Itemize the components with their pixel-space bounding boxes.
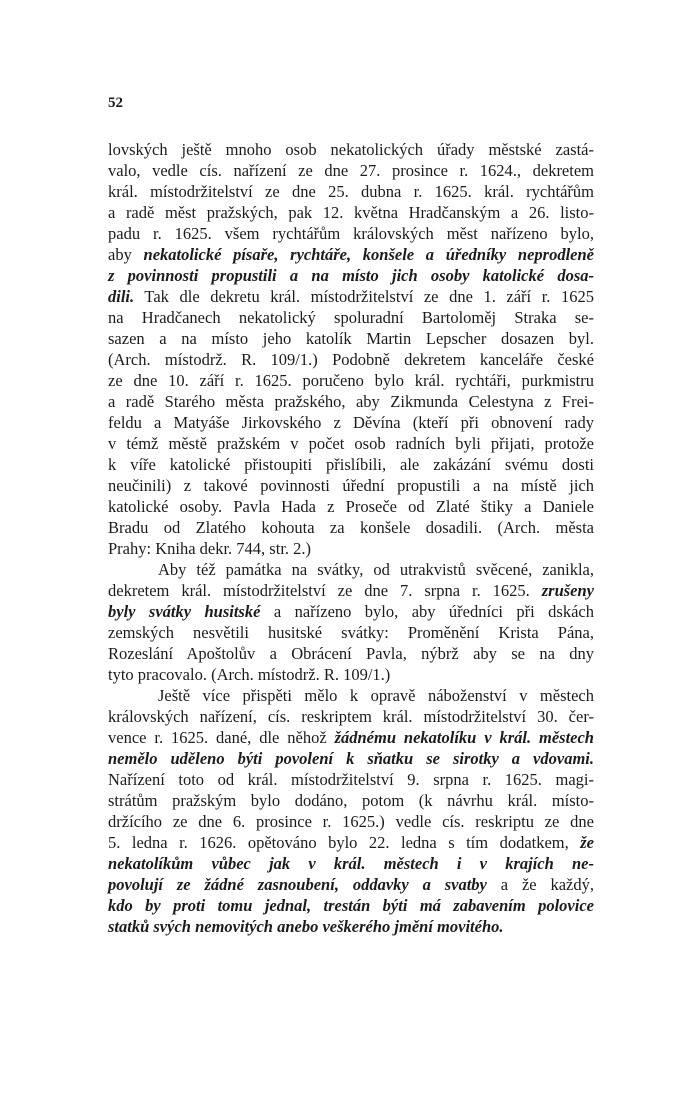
text-line (108, 874, 594, 895)
emphasized-text: z povinnosti propustili a na místo jich osoby katolické dosa- (108, 266, 594, 285)
text-line (108, 307, 594, 328)
text-line (108, 727, 594, 748)
emphasized-text: zrušeny (541, 581, 594, 600)
text-line (108, 748, 594, 769)
text-line (108, 496, 594, 517)
text-segment: královských nařízení, cís. reskriptem král. místodržitelství 30. čer- (108, 707, 594, 726)
text-line (108, 790, 594, 811)
text-line (108, 433, 594, 454)
text-segment: tyto pracovalo. (Arch. místodrž. R. 109/1.) (108, 665, 391, 684)
text-segment: držícího ze dne 6. prosince r. 1625.) vedle cís. reskriptu ze dne (108, 812, 594, 831)
text-line (108, 706, 594, 727)
text-line (108, 853, 594, 874)
text-segment: a radě měst pražských, pak 12. května Hradčanským a 26. listo- (108, 203, 594, 222)
emphasized-text: povolují ze žádné zasnoubení, oddavky a svatby (108, 875, 487, 894)
text-line (108, 664, 594, 685)
text-line (108, 832, 594, 853)
text-line (108, 160, 594, 181)
text-segment: padu r. 1625. všem rychtářům královských měst nařízeno bylo, (108, 224, 594, 243)
text-line (108, 916, 594, 937)
text-line (108, 349, 594, 370)
text-segment: Aby též památka na svátky, od utrakvistů svěcené, zanikla, (158, 560, 594, 579)
text-line (108, 181, 594, 202)
text-segment: vence r. 1625. dané, dle něhož (108, 728, 335, 747)
text-line (108, 391, 594, 412)
text-line (108, 517, 594, 538)
text-line (108, 622, 594, 643)
page-number: 52 (108, 95, 123, 111)
text-segment: a že každý, (486, 875, 594, 894)
emphasized-text: nemělo uděleno býti povolení k sňatku se sirotky a vdovami. (108, 749, 594, 768)
text-segment: dekretem král. místodržitelství ze dne 7. srpna r. 1625. (108, 581, 542, 600)
emphasized-text: žádnému nekatolíku v král. městech (334, 728, 594, 747)
text-segment: katolické osoby. Pavla Hada z Proseče od Zlaté štiky a Daniele (108, 497, 594, 516)
text-line (108, 139, 594, 160)
text-line (108, 895, 594, 916)
text-segment: zemských nesvětili husitské svátky: Proměnění Krista Pána, (108, 623, 594, 642)
text-segment: ze dne 10. září r. 1625. poručeno bylo král. rychtáři, purkmistru (108, 371, 594, 390)
text-line (108, 538, 594, 559)
text-line (108, 811, 594, 832)
text-line (108, 223, 594, 244)
text-segment: aby (108, 245, 144, 264)
text-line (108, 475, 594, 496)
text-segment: (Arch. místodrž. R. 109/1.) Podobně dekretem kanceláře české (108, 350, 594, 369)
text-line (108, 265, 594, 286)
text-line (108, 601, 594, 622)
text-segment: v témž městě pražském v počet osob radních byli přijati, protože (108, 434, 594, 453)
text-segment: sazen a na místo jeho katolík Martin Lepscher dosazen byl. (108, 329, 594, 348)
text-segment: valo, vedle cís. nařízení ze dne 27. prosince r. 1624., dekretem (108, 161, 594, 180)
emphasized-text: že (580, 833, 594, 852)
text-segment: lovských ještě mnoho osob nekatolických úřady městské zastá- (108, 140, 594, 159)
text-segment: Bradu od Zlatého kohouta za konšele dosadili. (Arch. města (108, 518, 594, 537)
text-segment: Rozeslání Apoštolův a Obrácení Pavla, nýbrž aby se na dny (108, 644, 594, 663)
text-line (108, 685, 594, 706)
text-line (108, 286, 594, 307)
text-line (108, 559, 594, 580)
emphasized-text: nekatolíkům vůbec jak v král. městech i v krajích ne- (108, 854, 594, 873)
text-segment: feldu a Matyáše Jirkovského z Děvína (kteří při obnovení rady (108, 413, 594, 432)
text-line (108, 328, 594, 349)
emphasized-text: kdo by proti tomu jednal, trestán býti má zabavením polovice (108, 896, 594, 915)
emphasized-text: byly svátky husitské (108, 602, 261, 621)
text-segment: a radě Starého města pražského, aby Zikmunda Celestyna z Frei- (108, 392, 594, 411)
text-segment: Ještě více přispěti mělo k opravě náboženství v městech (158, 686, 594, 705)
text-segment: Prahy: Kniha dekr. 744, str. 2.) (108, 539, 312, 558)
text-segment: Tak dle dekretu král. místodržitelství ze dne 1. září r. 1625 (134, 287, 594, 306)
text-line (108, 580, 594, 601)
text-segment: Nařízení toto od král. místodržitelství 9. srpna r. 1625. magi- (108, 770, 594, 789)
text-line (108, 412, 594, 433)
text-line (108, 202, 594, 223)
emphasized-text: statků svých nemovitých anebo veškerého jmění movitého. (108, 917, 504, 936)
text-segment: k víře katolické přistoupiti přislíbili, ale zakázání svému dosti (108, 455, 594, 474)
text-line (108, 244, 594, 265)
text-segment: na Hradčanech nekatolický spoluradní Bartoloměj Straka se- (108, 308, 594, 327)
emphasized-text: nekatolické písaře, rychtáře, konšele a úředníky neprodleně (143, 245, 595, 264)
text-line (108, 769, 594, 790)
text-line (108, 454, 594, 475)
emphasized-text: dili. (108, 287, 135, 306)
text-segment: král. místodržitelství ze dne 25. dubna r. 1625. král. rychtářům (108, 182, 594, 201)
body-text (108, 139, 594, 937)
text-segment: strátům pražským bylo dodáno, potom (k návrhu král. místo- (108, 791, 594, 810)
text-line (108, 370, 594, 391)
text-line (108, 643, 594, 664)
text-segment: neučinili) z takové povinnosti úřední propustili a na místě jich (108, 476, 594, 495)
text-segment: 5. ledna r. 1626. opětováno bylo 22. ledna s tím dodatkem, (108, 833, 581, 852)
text-segment: a nařízeno bylo, aby úředníci při dskách (260, 602, 594, 621)
